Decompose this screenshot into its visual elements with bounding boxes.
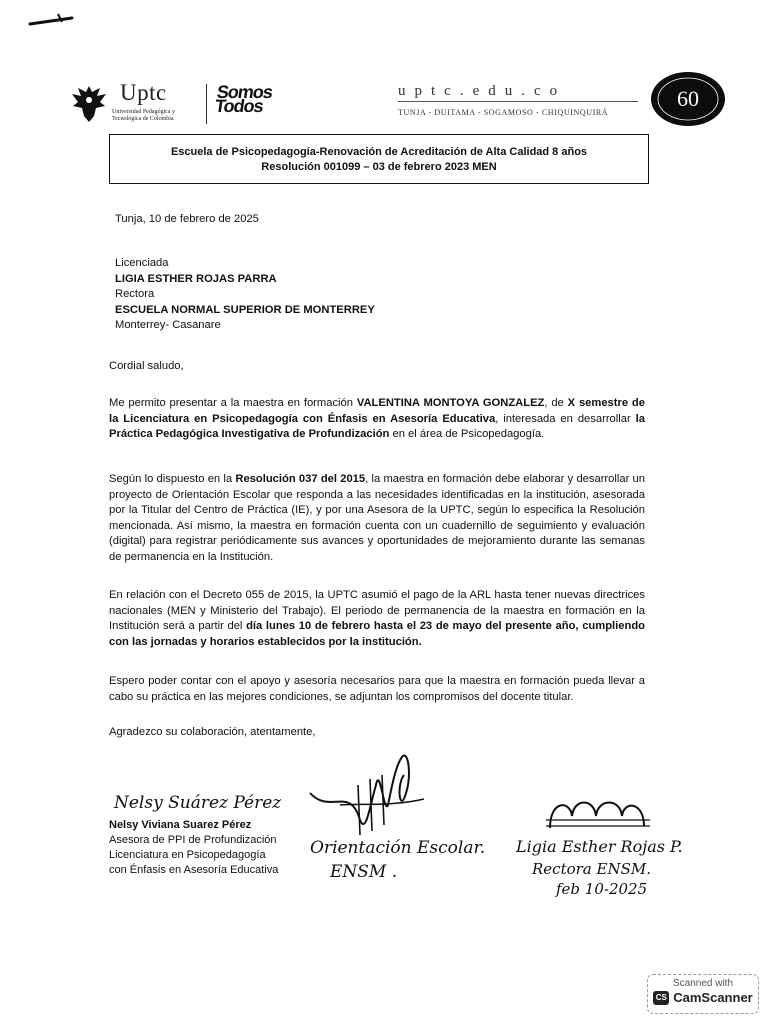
- signature-left: [110, 782, 282, 818]
- uptc-logo-word: Uptc: [120, 80, 167, 105]
- signature-left-handwriting: Nelsy Suárez Pérez: [114, 793, 282, 813]
- p1-text-c: , de: [544, 397, 568, 409]
- signature-right-line3: feb 10-2025: [556, 880, 648, 898]
- recipient-location: Monterrey- Casanare: [115, 319, 221, 331]
- practice-period: día lunes 10 de febrero hasta el 23 de mayo del presente año, cumpliendo con las jornadas y horarios establecidos por la institución.: [109, 620, 645, 648]
- signature-right: [510, 790, 690, 900]
- recipient-role: Rectora: [115, 288, 155, 300]
- anniversary-seal-icon: [651, 72, 725, 126]
- paragraph-2: [109, 472, 645, 565]
- letter-date: Tunja, 10 de febrero de 2025: [115, 213, 259, 225]
- p2-text-a: Según lo dispuesto en la: [109, 473, 236, 485]
- camscanner-watermark: [647, 974, 759, 1014]
- school-header-line2: Resolución 001099 – 03 de febrero 2023 MEN: [261, 161, 497, 173]
- svg-text:60: 60: [677, 86, 699, 111]
- camscanner-logo-icon: CS: [653, 991, 669, 1005]
- p2-text-c: , la maestra en formación debe elaborar y desarrollar un proyecto de Orientación Escolar que responda a las necesidades identificadas en la institución, asesorada por la Titular del Centro de Práctica (IE), y por una Asesora de la UPTC, según lo especifica la Resolución mencionada. Así mismo, la maestra en formación cuenta con un cuadernillo de seguimiento y evaluación (digital) para registrar periódicamente sus avances y oportunidades de mejoramiento durante las semanas de permanencia en la Institución.: [109, 473, 645, 563]
- uptc-logo-subtitle: Universidad Pedagógica y Tecnológica de Colombia: [112, 109, 175, 122]
- website-underline: [398, 101, 638, 102]
- signature-middle-line2: ENSM .: [330, 862, 398, 882]
- greeting: Cordial saludo,: [109, 360, 184, 372]
- signature-right-line2: Rectora ENSM.: [532, 860, 651, 878]
- website-text: uptc.edu.co: [398, 83, 567, 99]
- pen-mark: [28, 12, 76, 28]
- school-header-line1: Escuela de Psicopedagogía-Renovación de Acreditación de Alta Calidad 8 años: [170, 146, 588, 158]
- p3-text-a: En relación con el Decreto 055 de 2015, la UPTC asumió el pago de la ARL hasta tener nuevas directrices nacionales (MEN y Ministerio del Trabajo). El periodo de permanencia de la maestra en formación en la Institución será a partir del: [109, 589, 645, 632]
- recipient-title: Licenciada: [115, 257, 169, 269]
- signatory-left-block: [109, 818, 278, 878]
- scanner-brand-row: [648, 990, 758, 1005]
- signatory-left-line2: Asesora de PPI de Profundización: [109, 834, 277, 846]
- scanner-caption: Scanned with: [672, 978, 734, 989]
- scanner-brand: CamScanner: [673, 990, 753, 1005]
- resolution-ref: Resolución 037 del 2015: [235, 473, 366, 485]
- recipient-name: LIGIA ESTHER ROJAS PARRA: [115, 272, 277, 285]
- school-header-box: [109, 134, 649, 184]
- logo-divider: [206, 84, 207, 124]
- signature-right-line1: Ligia Esther Rojas P.: [516, 837, 683, 856]
- eagle-logo-icon: [70, 82, 108, 126]
- somos-todos-logo: Somos Todos: [213, 82, 274, 116]
- signatory-left-name: Nelsy Viviana Suarez Pérez: [109, 819, 252, 831]
- campus-cities: TUNJA - DUITAMA - SOGAMOSO - CHIQUINQUIRÁ: [398, 108, 609, 117]
- recipient-institution: ESCUELA NORMAL SUPERIOR DE MONTERREY: [115, 303, 375, 316]
- paragraph-3: [109, 588, 645, 650]
- closing: Agradezco su colaboración, atentamente,: [109, 726, 316, 738]
- student-name: VALENTINA MONTOYA GONZALEZ: [356, 397, 545, 409]
- p1-text-g: en el área de Psicopedagogía.: [389, 428, 545, 440]
- recipient-block: [115, 256, 375, 334]
- signatory-left-line3: Licenciatura en Psicopedagogía: [109, 849, 266, 861]
- paragraph-4: Espero poder contar con el apoyo y asesoría necesarios para que la maestra en formación pueda llevar a cabo su práctica en las mejores condiciones, se adjuntan los compromisos del docente titular.: [109, 675, 645, 703]
- signature-middle-line1: Orientación Escolar.: [310, 838, 486, 858]
- paragraph-1: [109, 396, 645, 443]
- program-name: X semestre de la Licenciatura en Psicopedagogía con Énfasis en Asesoría Educativa: [109, 397, 645, 425]
- p1-text-a: Me permito presentar a la maestra en formación: [109, 397, 357, 409]
- signatory-left-line4: con Énfasis en Asesoría Educativa: [109, 864, 279, 876]
- signature-middle: [300, 745, 486, 885]
- practice-name: la Práctica Pedagógica Investigativa de Profundización: [109, 412, 645, 440]
- p1-text-e: , interesada en desarrollar: [495, 412, 636, 425]
